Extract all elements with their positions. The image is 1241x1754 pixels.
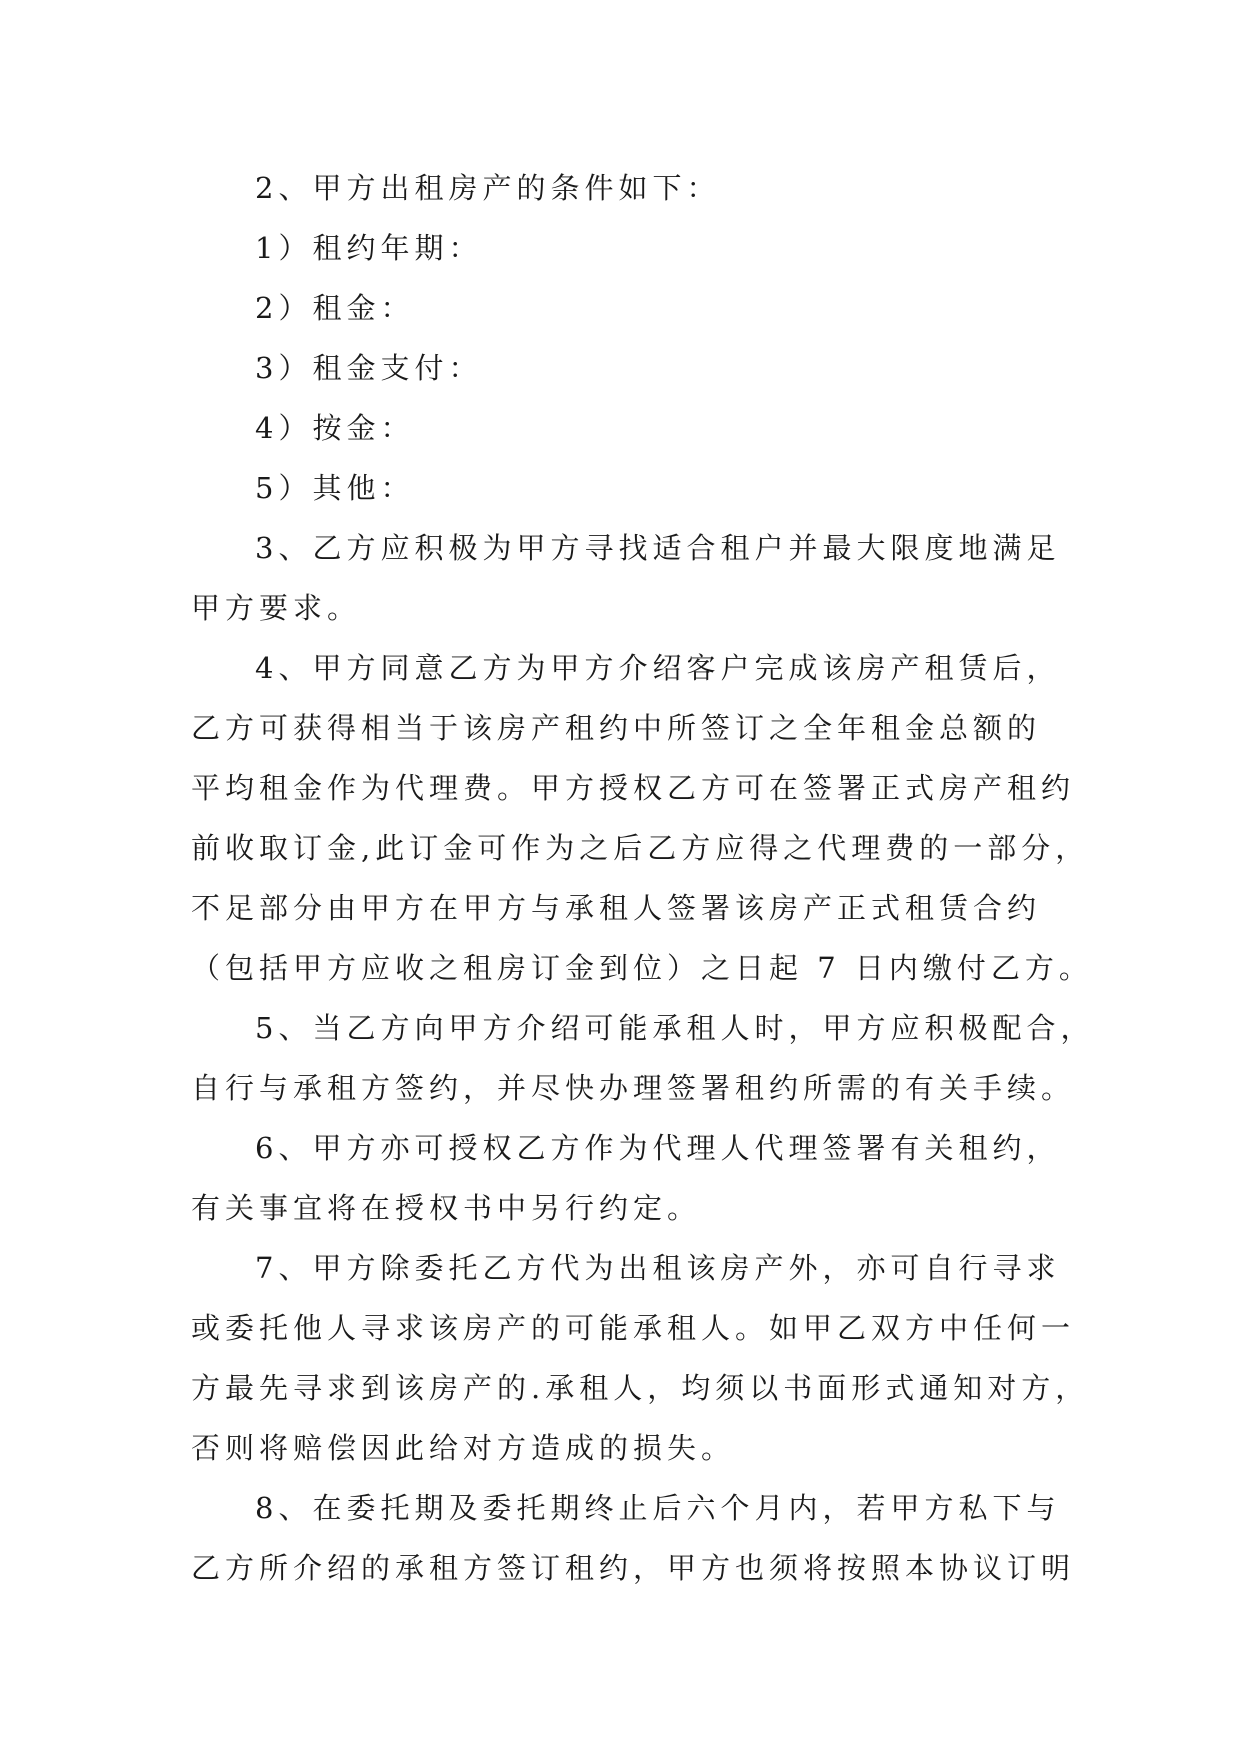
clause-7-line-1: 7、甲方除委托乙方代为出租该房产外，亦可自行寻求 (255, 1251, 1061, 1285)
clause-6-line-1: 6、甲方亦可授权乙方作为代理人代理签署有关租约， (255, 1131, 1061, 1165)
clause-8-line-2: 乙方所介绍的承租方签订租约，甲方也须将按照本协议订明 (191, 1551, 1076, 1585)
clause-6-line-2: 有关事宜将在授权书中另行约定。 (191, 1191, 702, 1225)
clause-2-heading: 2、甲方出租房产的条件如下： (255, 171, 721, 205)
clause-4-line-6: （包括甲方应收之租房订金到位）之日起 7 日内缴付乙方。 (191, 951, 1093, 985)
clause-3-line-2: 甲方要求。 (191, 591, 362, 625)
condition-deposit: 4）按金： (255, 411, 415, 445)
clause-8-line-1: 8、在委托期及委托期终止后六个月内，若甲方私下与 (255, 1491, 1061, 1525)
clause-4-line-4: 前收取订金,此订金可作为之后乙方应得之代理费的一部分， (191, 831, 1090, 865)
clause-4-line-3: 平均租金作为代理费。甲方授权乙方可在签署正式房产租约 (191, 771, 1076, 805)
clause-4-line-2: 乙方可获得相当于该房产租约中所签订之全年租金总额的 (191, 711, 1042, 745)
clause-4-line-1: 4、甲方同意乙方为甲方介绍客户完成该房产租赁后， (255, 651, 1061, 685)
clause-4-line-5: 不足部分由甲方在甲方与承租人签署该房产正式租赁合约 (191, 891, 1042, 925)
clause-5-line-2: 自行与承租方签约，并尽快办理签署租约所需的有关手续。 (191, 1071, 1076, 1105)
clause-7-line-3: 方最先寻求到该房产的.承租人，均须以书面形式通知对方， (191, 1371, 1090, 1405)
clause-3-line-1: 3、乙方应积极为甲方寻找适合租户并最大限度地满足 (255, 531, 1061, 565)
document-body (191, 158, 1095, 1598)
clause-7-line-4: 否则将赔偿因此给对方造成的损失。 (191, 1431, 736, 1465)
clause-7-line-2: 或委托他人寻求该房产的可能承租人。如甲乙双方中任何一 (191, 1311, 1076, 1345)
condition-rent: 2）租金： (255, 291, 415, 325)
clause-5-line-1: 5、当乙方向甲方介绍可能承租人时，甲方应积极配合， (255, 1011, 1095, 1045)
condition-other: 5）其他： (255, 471, 415, 505)
condition-rent-payment: 3）租金支付： (255, 351, 483, 385)
condition-lease-term: 1）租约年期： (255, 231, 483, 265)
